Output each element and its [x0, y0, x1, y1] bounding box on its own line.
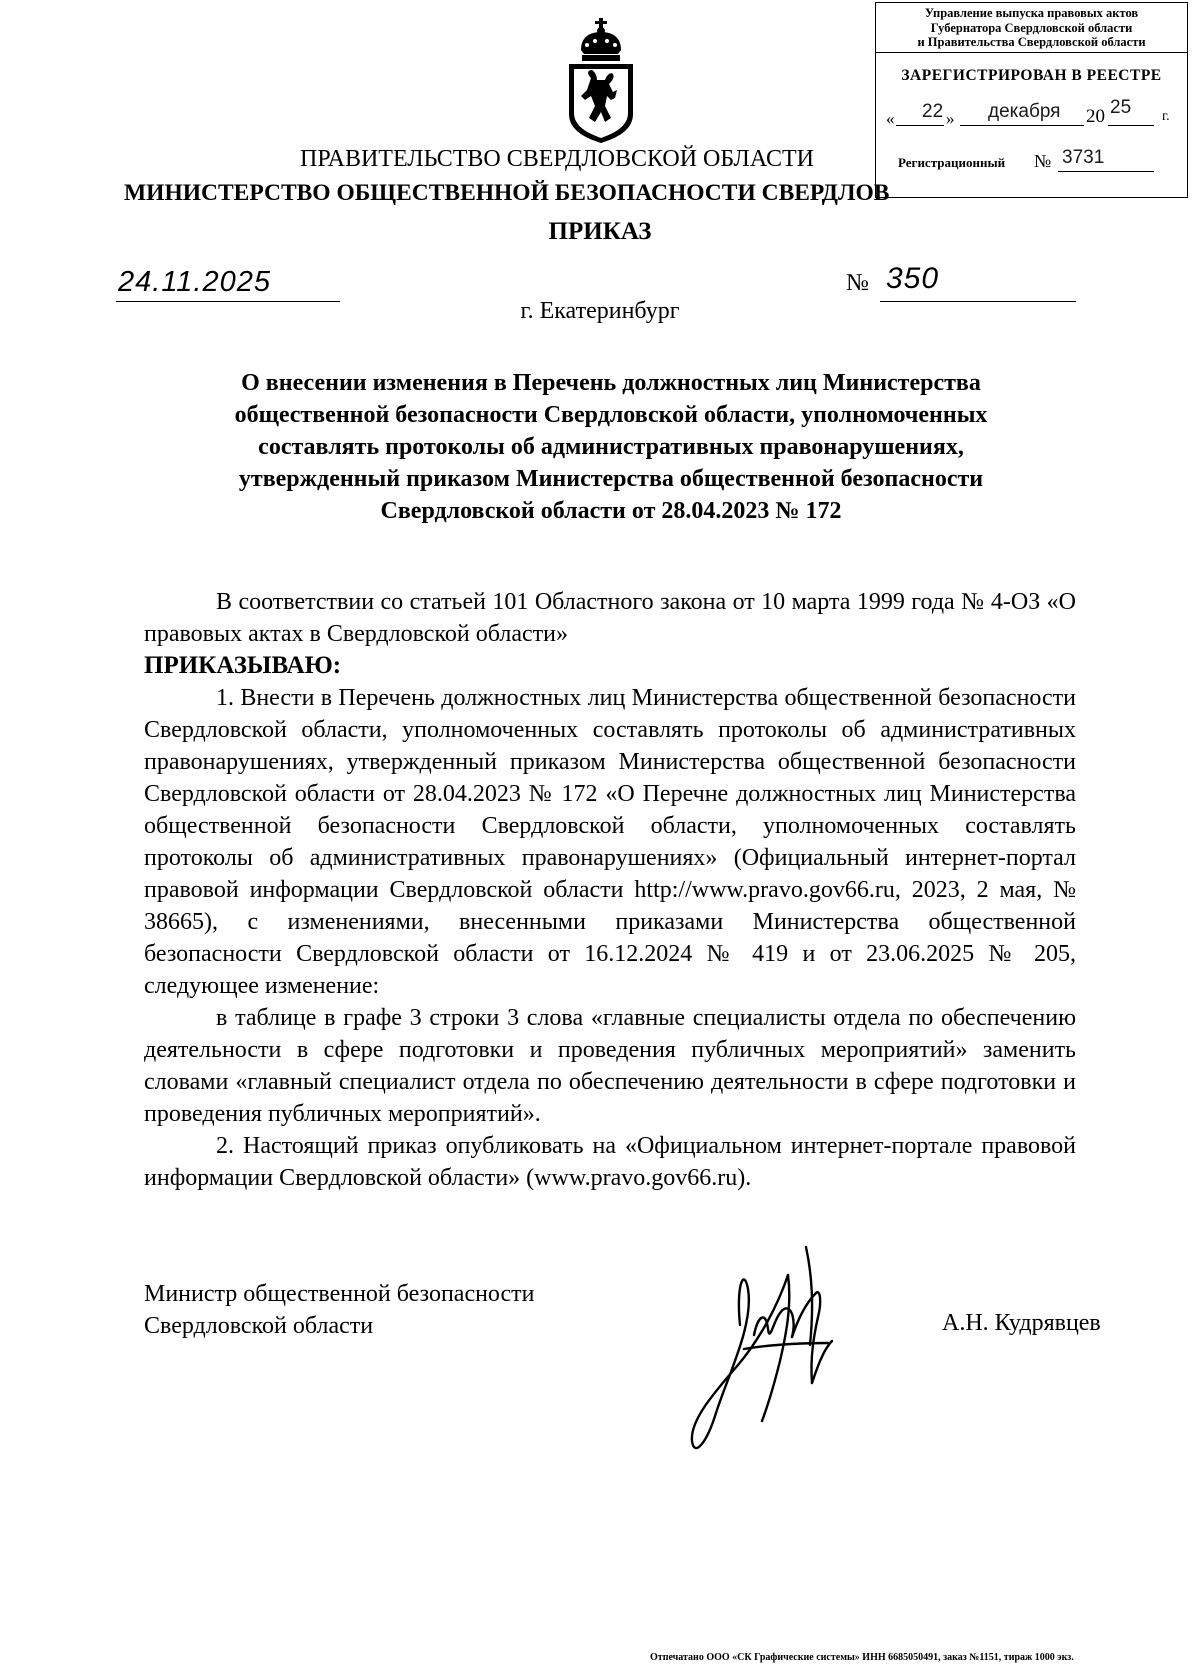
- order-date-handwritten: 24.11.2025: [118, 266, 271, 298]
- stamp-issuer-line: Губернатора Свердловской области: [930, 20, 1133, 35]
- order-number-handwritten: 350: [886, 262, 940, 295]
- order-number-sign: №: [846, 270, 869, 296]
- handwritten-signature-icon: [688, 1245, 858, 1460]
- stamp-year-suffix: 25: [1110, 97, 1132, 118]
- stamp-reg-number: 3731: [1062, 147, 1105, 168]
- stamp-close-quote: »: [946, 109, 955, 128]
- signatory-position: [144, 1278, 535, 1342]
- preamble-paragraph: В соответствии со статьей 101 Областного закона от 10 марта 1999 года № 4-ОЗ «О правовых актах в Свердловской области»: [144, 589, 1076, 647]
- item-2-paragraph: 2. Настоящий приказ опубликовать на «Официальном интернет-портале правовой информации Свердловской области» (www.pravo.gov66.ru).: [144, 1133, 1076, 1191]
- stamp-issuer-line: и Правительства Свердловской области: [917, 35, 1146, 49]
- stamp-month-line: [960, 125, 1084, 126]
- document-type: ПРИКАЗ: [548, 218, 652, 245]
- stamp-date: [886, 97, 1181, 133]
- stamp-issuer-line: Управление выпуска правовых актов: [924, 6, 1139, 20]
- stamp-year-prefix: 20: [1086, 106, 1105, 127]
- ministry-title: МИНИСТЕРСТВО ОБЩЕСТВЕННОЙ БЕЗОПАСНОСТИ СВЕРДЛОВ: [124, 180, 890, 206]
- order-body: [144, 586, 1076, 1194]
- signatory-position-line: Свердловской области: [144, 1313, 374, 1339]
- subject-line: утвержденный приказом Министерства общественной безопасности: [238, 466, 984, 492]
- stamp-day-line: [896, 125, 944, 126]
- subject-line: О внесении изменения в Перечень должностных лиц Министерства: [241, 370, 981, 396]
- subject-line: составлять протоколы об административных правонарушениях,: [258, 434, 964, 460]
- coat-of-arms-icon: [565, 18, 637, 144]
- stamp-reg-label: Регистрационный: [898, 155, 1006, 170]
- stamp-year-line: [1108, 125, 1154, 126]
- subject-line: Свердловской области от 28.04.2023 № 172: [380, 498, 842, 524]
- stamp-day: 22: [922, 101, 944, 122]
- stamp-title: ЗАРЕГИСТРИРОВАН В РЕЕСТРЕ: [901, 67, 1162, 84]
- signatory-name: А.Н. Кудрявцев: [942, 1310, 1101, 1336]
- government-title: ПРАВИТЕЛЬСТВО СВЕРДЛОВСКОЙ ОБЛАСТИ: [300, 146, 814, 172]
- order-subject: [146, 367, 1076, 527]
- order-city: г. Екатеринбург: [520, 298, 680, 324]
- item-1-change-paragraph: в таблице в графе 3 строки 3 слова «главные специалисты отдела по обеспечению деятельности в сфере подготовки и проведения публичных мероприятий» заменить словами «главный специалист отдела по обеспечению деятельности в сфере подготовки и проведения публичных мероприятий».: [144, 1005, 1076, 1127]
- command-heading: ПРИКАЗЫВАЮ:: [144, 652, 342, 679]
- signatory-position-line: Министр общественной безопасности: [144, 1281, 535, 1307]
- stamp-open-quote: «: [886, 109, 895, 128]
- stamp-reg-number-sign: №: [1034, 151, 1052, 171]
- subject-line: общественной безопасности Свердловской области, уполномоченных: [234, 402, 988, 428]
- stamp-issuer: [876, 3, 1187, 53]
- stamp-month: декабря: [988, 101, 1061, 122]
- item-1-paragraph: 1. Внести в Перечень должностных лиц Министерства общественной безопасности Свердловской области, уполномоченных составлять протоколы об административных правонарушениях, утвержденный приказом Министерства общественной безопасности Свердловской области от 28.04.2023 № 172 «О Перечне должностных лиц Министерства общественной безопасности Свердловской области, уполномоченных составлять протоколы об административных правонарушениях» (Официальный интернет-портал правовой информации Свердловской области http://www.pravo.gov66.ru, 2023, 2 мая, № 38665), с изменениями, внесенными приказами Министерства общественной безопасности Свердловской области от 16.12.2024 № 419 и от 23.06.2025 № 205, следующее изменение:: [144, 685, 1076, 999]
- printer-imprint: Отпечатано ООО «СК Графические системы» ИНН 6685050491, заказ №1151, тираж 1000 экз.: [650, 1652, 1074, 1663]
- stamp-year-unit: г.: [1162, 109, 1170, 124]
